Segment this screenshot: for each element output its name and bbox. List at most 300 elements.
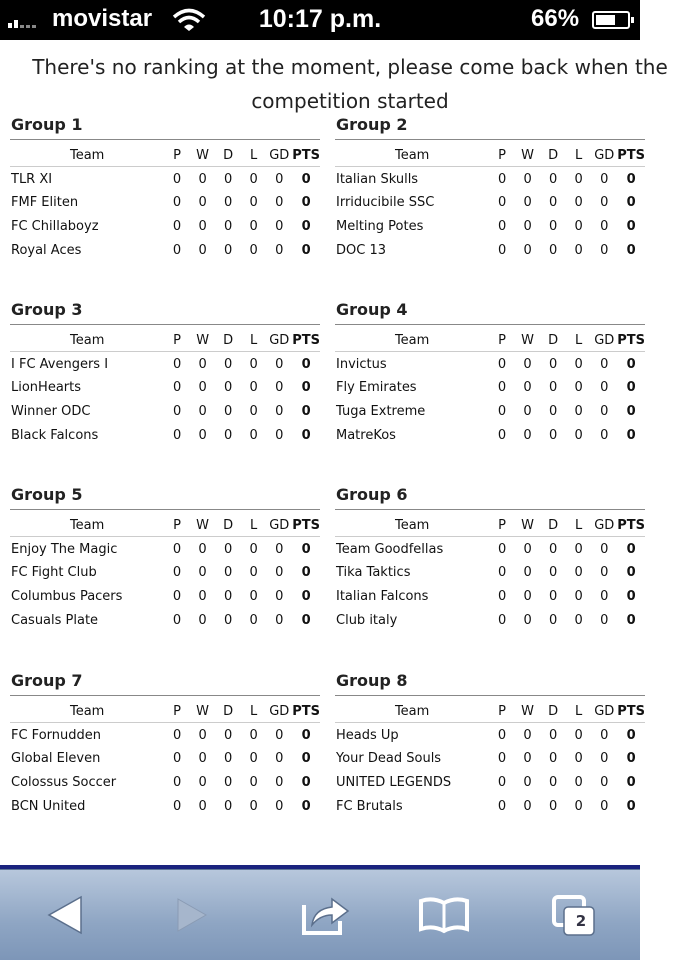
table-header-row [335,140,645,166]
stat-p: 0 [497,542,507,558]
team-name: Winner ODC [11,403,91,419]
column-header-d: D [540,696,566,722]
forward-arrow-icon [172,893,212,937]
column-header-team: Team [335,140,489,166]
column-header-d: D [540,510,566,536]
stat-gd: 0 [275,728,284,744]
web-page-content[interactable] [0,40,668,865]
column-header-team: Team [335,510,489,536]
column-header-w: W [515,140,541,166]
stat-pts: 0 [301,728,311,744]
stat-p: 0 [172,588,182,604]
table-header-row [335,696,645,722]
stat-d: 0 [224,379,233,395]
team-name: Club italy [336,612,398,628]
group-title: Group 6 [335,485,645,510]
stat-d: 0 [224,403,233,419]
group-5 [10,485,320,632]
stat-p: 0 [497,798,507,814]
group-title: Group 7 [10,671,320,696]
stat-l: 0 [574,242,583,258]
share-icon [296,893,352,937]
stat-gd: 0 [275,427,284,443]
column-header-pts: PTS [292,510,320,536]
stat-d: 0 [549,542,558,558]
stat-d: 0 [223,612,233,628]
stat-d: 0 [549,612,558,628]
column-header-team: Team [335,696,489,722]
group-6 [335,485,645,632]
stat-gd: 0 [275,798,284,814]
stat-w: 0 [198,774,207,790]
team-name: DOC 13 [336,242,386,258]
stat-d: 0 [548,728,558,744]
table-header-row [10,696,320,722]
column-header-pts: PTS [617,696,645,722]
group-title: Group 8 [335,671,645,696]
column-header-d: D [540,325,566,351]
column-header-l: L [241,510,266,536]
team-name: Enjoy The Magic [11,542,118,558]
table-row [10,536,320,560]
back-arrow-icon [45,893,85,937]
stat-w: 0 [523,427,532,443]
stat-d: 0 [223,564,233,580]
stat-w: 0 [523,218,532,234]
browser-toolbar [0,869,640,960]
column-header-p: P [489,140,514,166]
stat-p: 0 [497,750,507,766]
stat-l: 0 [249,218,258,234]
stat-d: 0 [548,403,558,419]
stat-pts: 0 [301,798,311,814]
stat-p: 0 [172,194,182,210]
column-header-d: D [215,140,241,166]
group-title: Group 5 [10,485,320,510]
stat-pts: 0 [301,427,311,443]
stat-p: 0 [497,612,507,628]
stat-p: 0 [497,357,507,373]
stat-l: 0 [574,798,583,814]
stat-l: 0 [249,612,258,628]
stat-gd: 0 [600,403,609,419]
stat-l: 0 [249,427,258,443]
stat-pts: 0 [626,612,636,628]
stat-d: 0 [549,564,558,580]
team-name: UNITED LEGENDS [336,774,452,790]
column-header-p: P [164,696,189,722]
table-row [10,423,320,447]
stat-l: 0 [249,798,258,814]
stat-l: 0 [574,218,583,234]
stat-p: 0 [497,172,507,188]
stat-gd: 0 [275,588,284,604]
stat-pts: 0 [301,194,311,210]
column-header-d: D [215,696,241,722]
table-row [10,375,320,399]
column-header-w: W [190,325,216,351]
stat-pts: 0 [301,403,311,419]
stat-p: 0 [497,728,507,744]
table-row [335,238,645,262]
stat-gd: 0 [275,612,284,628]
forward-button[interactable] [162,892,222,938]
stat-l: 0 [574,564,583,580]
stat-p: 0 [497,218,507,234]
stat-gd: 0 [600,194,609,210]
stat-w: 0 [198,612,207,628]
stat-l: 0 [574,194,583,210]
team-name: Tuga Extreme [336,403,426,419]
back-button[interactable] [35,892,95,938]
table-row [10,608,320,632]
stat-p: 0 [497,403,507,419]
column-header-gd: GD [591,325,617,351]
team-name: Italian Falcons [336,588,429,604]
stat-p: 0 [497,194,507,210]
table-header-row [10,510,320,536]
column-header-gd: GD [591,696,617,722]
stat-w: 0 [523,172,532,188]
stat-pts: 0 [626,172,636,188]
stat-p: 0 [172,564,182,580]
stat-l: 0 [574,728,583,744]
table-row [10,238,320,262]
column-header-pts: PTS [292,696,320,722]
stat-w: 0 [523,588,532,604]
no-ranking-notice [0,50,700,118]
stat-gd: 0 [275,542,284,558]
table-row [335,722,645,746]
column-header-pts: PTS [292,140,320,166]
stat-gd: 0 [275,242,284,258]
team-name: Black Falcons [11,427,99,443]
stat-gd: 0 [275,172,284,188]
stat-w: 0 [523,612,532,628]
stat-l: 0 [249,588,258,604]
column-header-p: P [164,325,189,351]
team-name: FC Fight Club [11,564,97,580]
column-header-l: L [566,325,591,351]
stat-gd: 0 [275,218,284,234]
stat-pts: 0 [626,427,636,443]
table-row [335,423,645,447]
table-row [10,722,320,746]
stat-d: 0 [549,172,558,188]
stat-w: 0 [198,542,207,558]
standings-table [10,696,320,818]
stat-w: 0 [523,357,532,373]
stat-w: 0 [198,357,207,373]
stat-d: 0 [548,774,558,790]
stat-w: 0 [198,750,207,766]
stat-pts: 0 [626,403,636,419]
group-4 [335,300,645,447]
stat-l: 0 [574,588,583,604]
column-header-l: L [566,510,591,536]
stat-gd: 0 [600,427,609,443]
table-row [335,190,645,214]
team-name: Columbus Pacers [11,588,123,604]
table-header-row [335,510,645,536]
stat-d: 0 [223,542,233,558]
stat-p: 0 [172,403,182,419]
stat-l: 0 [249,728,258,744]
team-name: Melting Potes [336,218,424,234]
stat-d: 0 [224,750,233,766]
stat-l: 0 [574,542,583,558]
stat-p: 0 [172,798,182,814]
stat-w: 0 [523,774,532,790]
column-header-p: P [489,325,514,351]
column-header-w: W [515,325,541,351]
bookmarks-icon [417,895,471,935]
stat-pts: 0 [626,194,636,210]
column-header-p: P [164,510,189,536]
stat-l: 0 [574,357,583,373]
column-header-d: D [540,140,566,166]
team-name: Invictus [336,357,387,373]
stat-p: 0 [497,379,507,395]
stat-gd: 0 [600,612,609,628]
column-header-w: W [190,510,216,536]
standings-table [10,140,320,262]
column-header-p: P [489,510,514,536]
standings-table [10,325,320,447]
stat-p: 0 [497,564,507,580]
stat-d: 0 [548,379,558,395]
battery-icon [592,11,630,29]
table-row [10,746,320,770]
team-name: Italian Skulls [336,172,419,188]
group-title: Group 1 [10,115,320,140]
group-3 [10,300,320,447]
stat-d: 0 [224,172,233,188]
stat-d: 0 [224,774,233,790]
standings-table [335,510,645,632]
column-header-team: Team [10,325,164,351]
stat-gd: 0 [275,750,284,766]
column-header-l: L [241,696,266,722]
stat-gd: 0 [600,242,609,258]
stat-pts: 0 [301,242,311,258]
stat-l: 0 [574,403,583,419]
stat-d: 0 [549,242,558,258]
stat-pts: 0 [301,612,311,628]
stat-w: 0 [523,750,532,766]
stat-gd: 0 [275,357,284,373]
stat-w: 0 [198,172,207,188]
stat-l: 0 [574,750,583,766]
table-row [335,560,645,584]
stat-pts: 0 [626,798,636,814]
stat-gd: 0 [275,403,284,419]
stat-p: 0 [172,218,182,234]
stat-pts: 0 [626,750,636,766]
column-header-team: Team [335,325,489,351]
table-row [10,560,320,584]
table-row [335,351,645,375]
stat-d: 0 [549,588,558,604]
stat-p: 0 [172,427,182,443]
stat-p: 0 [172,612,182,628]
team-name: LionHearts [11,379,82,395]
battery-percentage: 66% [531,5,580,32]
group-8 [335,671,645,818]
stat-w: 0 [523,798,532,814]
carrier-name: movistar [52,5,153,32]
stat-gd: 0 [600,588,609,604]
stat-l: 0 [249,379,258,395]
team-name: Casuals Plate [11,612,99,628]
stat-d: 0 [224,427,233,443]
stat-d: 0 [548,427,558,443]
column-header-pts: PTS [617,325,645,351]
stat-w: 0 [198,379,207,395]
stat-pts: 0 [626,542,636,558]
table-row [335,794,645,818]
column-header-w: W [190,696,216,722]
stat-w: 0 [198,427,207,443]
stat-pts: 0 [626,357,636,373]
column-header-w: W [515,510,541,536]
table-row [10,351,320,375]
stat-w: 0 [523,403,532,419]
stat-pts: 0 [301,357,311,373]
table-row [10,190,320,214]
group-title: Group 3 [10,300,320,325]
stat-p: 0 [497,242,507,258]
team-name: Global Eleven [11,750,101,766]
stat-gd: 0 [600,728,609,744]
notice-line-1: There's no ranking at the moment, please come back when the [32,55,668,79]
stat-l: 0 [574,774,583,790]
stat-pts: 0 [301,750,311,766]
team-name: FC Fornudden [11,728,101,744]
team-name: Your Dead Souls [336,750,442,766]
stat-l: 0 [574,427,583,443]
stat-p: 0 [497,427,507,443]
stat-d: 0 [549,194,558,210]
stat-l: 0 [574,379,583,395]
column-header-pts: PTS [292,325,320,351]
stat-w: 0 [523,379,532,395]
team-name: Tika Taktics [336,564,411,580]
column-header-team: Team [10,510,164,536]
stat-pts: 0 [626,242,636,258]
stat-pts: 0 [301,172,311,188]
stat-gd: 0 [600,379,609,395]
stat-d: 0 [224,194,233,210]
column-header-team: Team [10,140,164,166]
stat-pts: 0 [301,774,311,790]
group-7 [10,671,320,818]
stat-d: 0 [548,750,558,766]
team-name: TLR XI [11,172,53,188]
table-row [335,608,645,632]
stat-pts: 0 [626,379,636,395]
column-header-gd: GD [266,510,292,536]
column-header-w: W [515,696,541,722]
stat-p: 0 [172,379,182,395]
column-header-p: P [164,140,189,166]
group-title: Group 4 [335,300,645,325]
column-header-pts: PTS [617,510,645,536]
team-name: FC Brutals [336,798,403,814]
team-name: FC Chillaboyz [11,218,99,234]
column-header-pts: PTS [617,140,645,166]
open-tabs-count: 2 [575,912,587,930]
table-row [10,794,320,818]
stat-w: 0 [198,588,207,604]
standings-table [10,510,320,632]
table-header-row [10,325,320,351]
table-row [335,770,645,794]
stat-gd: 0 [275,194,284,210]
notice-line-2: competition started [251,89,449,113]
stat-gd: 0 [600,774,609,790]
table-header-row [10,140,320,166]
column-header-p: P [489,696,514,722]
stat-w: 0 [198,798,207,814]
stat-gd: 0 [600,172,609,188]
stat-l: 0 [249,242,258,258]
table-row [10,399,320,423]
stat-w: 0 [523,194,532,210]
stat-w: 0 [198,218,207,234]
stat-d: 0 [224,218,233,234]
column-header-w: W [190,140,216,166]
stat-d: 0 [224,357,233,373]
standings-table [335,696,645,818]
table-row [335,746,645,770]
stat-p: 0 [172,750,182,766]
group-1 [10,115,320,262]
stat-gd: 0 [600,542,609,558]
team-name: Irriducibile SSC [336,194,435,210]
table-row [335,166,645,190]
table-row [10,770,320,794]
stat-pts: 0 [301,542,311,558]
team-name: Team Goodfellas [336,542,444,558]
column-header-l: L [566,140,591,166]
stat-p: 0 [172,242,182,258]
stat-pts: 0 [626,218,636,234]
status-bar [0,0,640,40]
stat-w: 0 [523,542,532,558]
stat-gd: 0 [600,357,609,373]
share-button[interactable] [294,892,354,938]
group-title: Group 2 [335,115,645,140]
bookmarks-button[interactable] [414,892,474,938]
stat-d: 0 [548,357,558,373]
stat-pts: 0 [301,379,311,395]
stat-l: 0 [249,750,258,766]
stat-pts: 0 [626,728,636,744]
stat-d: 0 [224,728,233,744]
stat-w: 0 [523,242,532,258]
stat-l: 0 [249,172,258,188]
table-row [10,584,320,608]
column-header-d: D [215,325,241,351]
table-header-row [335,325,645,351]
column-header-d: D [215,510,241,536]
stat-d: 0 [549,218,558,234]
stat-gd: 0 [600,564,609,580]
stat-pts: 0 [626,588,636,604]
team-name: Royal Aces [11,242,82,258]
stat-l: 0 [574,172,583,188]
